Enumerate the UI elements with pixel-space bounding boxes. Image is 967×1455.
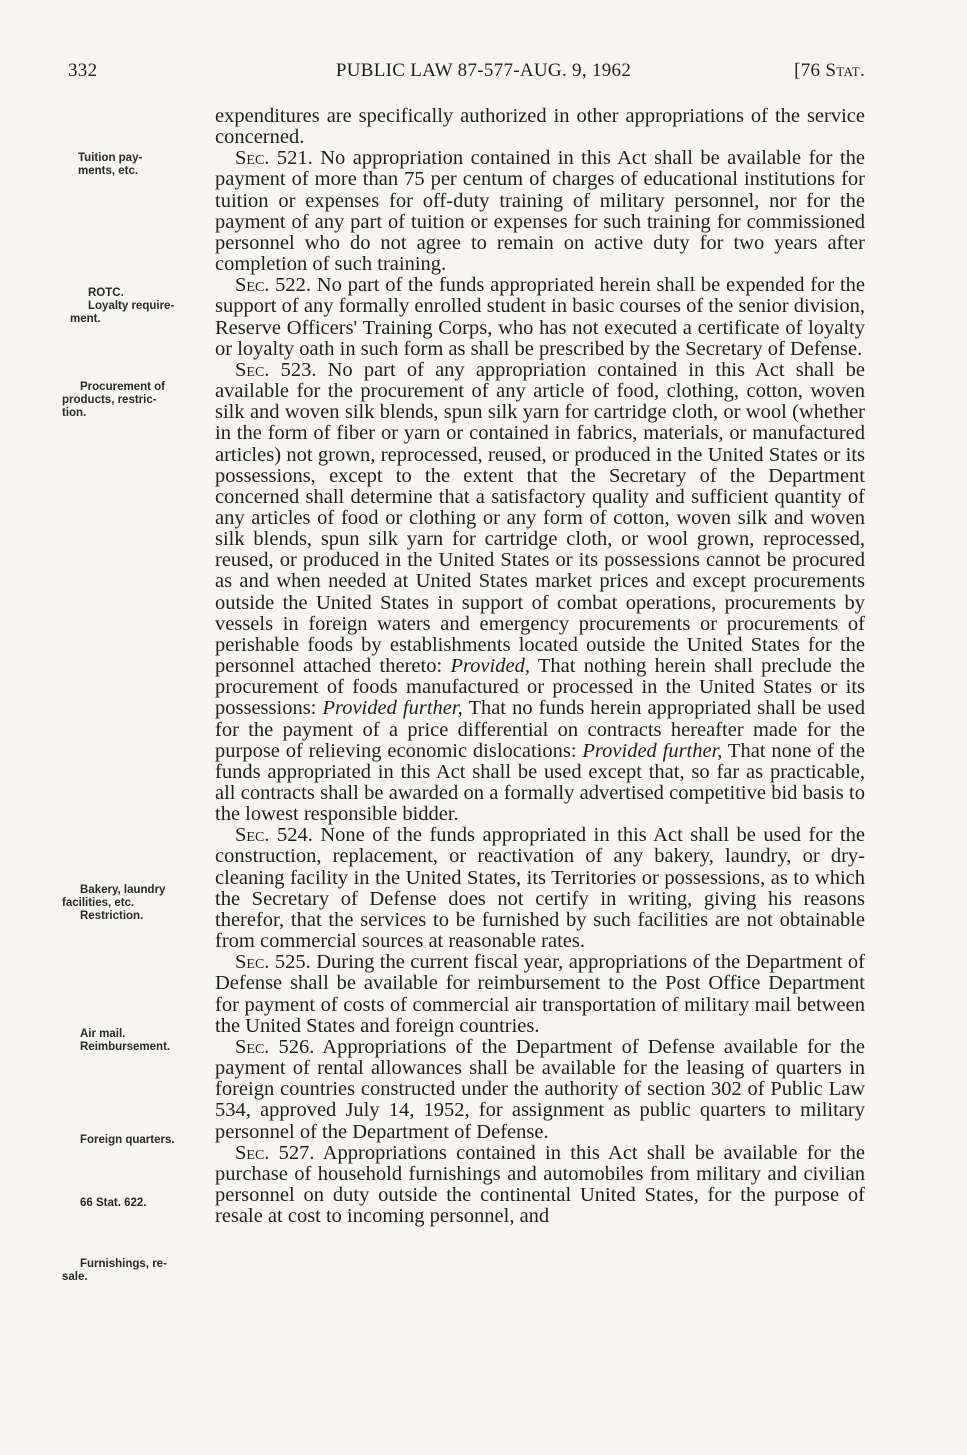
section-number: Sec. 523. bbox=[235, 358, 317, 381]
section-number: Sec. 525. bbox=[235, 951, 311, 974]
section-text: No part of the funds appropriated herein shall be expended for the support of any formally enrolled student in basic courses of the senior division, Reserve Officers' Training Corps, who has not executed a certificate of loyalty or loyalty oath in such form as shall be prescribed by the Secretary of Defense. bbox=[215, 274, 865, 360]
section-number: Sec. 526. bbox=[235, 1035, 315, 1058]
margin-note-airmail: Air mail. Reimbursement. bbox=[80, 1028, 171, 1053]
running-header-title: PUBLIC LAW 87-577-AUG. 9, 1962 bbox=[335, 60, 632, 81]
section-525 bbox=[215, 952, 865, 1037]
section-text: None of the funds appropriated in this Act shall be used for the construction, replacement, or reactivation of any bakery, laundry, or dry-cleaning facility in the United States, its Territories or possessions, as to which the Secretary of Defense does not certify in writing, giving his reasons therefor, that the services to be furnished by such facilities are not obtainable from commercial sources at reasonable rates. bbox=[215, 824, 866, 953]
margin-note-tuition: Tuition pay- ments, etc. bbox=[78, 152, 143, 177]
proviso: Provided further, bbox=[582, 739, 723, 762]
section-text: No appropriation contained in this Act shall be available for the payment of more than 75 per centum of charges of educational institutions for tuition or expenses for off-duty training of military personnel, nor for the payment of any part of tuition or expenses for such training for commissioned personnel who do not agree to remain on active duty for two years after completion of such training. bbox=[215, 147, 865, 276]
section-text: That nothing herein shall preclude the procurement of foods manufactured or processed in the United States or its possessions: bbox=[215, 655, 865, 720]
section-524 bbox=[215, 825, 865, 952]
section-text: During the current fiscal year, appropriations of the Department of Defense shall be available for reimbursement to the Post Office Department for payment of costs of commercial air transportation of military mail between the United States and foreign countries. bbox=[215, 951, 865, 1037]
paragraph-continuation: expenditures are specifically authorized in other appropriations of the service concerned. bbox=[215, 105, 865, 149]
proviso: Provided, bbox=[450, 655, 530, 678]
margin-note-rotc: ROTC. Loyalty require- ment. bbox=[70, 287, 175, 325]
margin-note-foreign-quarters: Foreign quarters. bbox=[80, 1134, 175, 1146]
page-number: 332 bbox=[68, 60, 98, 81]
margin-note-furnishings: Furnishings, re- sale. bbox=[62, 1258, 167, 1283]
proviso: Provided further, bbox=[322, 697, 463, 720]
section-number: Sec. 521. bbox=[235, 147, 313, 170]
section-text: That none of the funds appropriated in this Act shall be used except that, so far as practicable, all contracts shall be awarded on a formally advertised competitive bid basis to the lowest responsible bidder. bbox=[215, 739, 865, 826]
section-523 bbox=[215, 360, 865, 825]
section-527 bbox=[215, 1143, 865, 1228]
section-521 bbox=[215, 148, 865, 275]
statute-body bbox=[215, 106, 865, 1227]
margin-note-procurement: Procurement of products, restric- tion. bbox=[62, 381, 165, 419]
section-text: No part of any appropriation contained in this Act shall be available for the procurement of any article of food, clothing, cotton, woven silk and woven silk blends, spun silk yarn for cartridge cloth, or wool (whether in the form of fiber or yarn or contained in fabrics, materials, or manufactured articles) not grown, reprocessed, reused, or produced in the United States or its possessions, except to the extent that the Secretary of the Department concerned shall determine that a satisfactory quality and sufficient quantity of any articles of food or clothing or any form of cotton, woven silk and woven silk blends, spun silk yarn for cartridge cloth, or wool grown, reprocessed, reused, or produced in the United States or its possessions cannot be procured as and when needed at United States market prices and except procurements outside the United States in support of combat operations, procurements by vessels in foreign waters and emergency procurements or procurements of perishable foods by establishments located outside the United States for the personnel attached thereto: bbox=[215, 358, 865, 678]
section-526 bbox=[215, 1037, 865, 1143]
section-text: That no funds herein appropriated shall be used for the payment of a price differential on contracts hereafter made for the purpose of relieving economic dislocations: bbox=[215, 697, 866, 762]
statute-volume: [76 Stat. bbox=[794, 60, 865, 81]
section-text: Appropriations contained in this Act shall be available for the purchase of household furnishings and automobiles from military and civilian personnel on duty outside the continental United States, for the purpose of resale at cost to incoming personnel, and bbox=[215, 1141, 865, 1228]
section-text: Appropriations of the Department of Defense available for the payment of rental allowances shall be available for the leasing of quarters in foreign countries constructed under the authority of section 302 of Public Law 534, approved July 14, 1952, for assignment as public quarters to military personnel of the Department of Defense. bbox=[215, 1035, 865, 1143]
margin-note-citation: 66 Stat. 622. bbox=[80, 1197, 147, 1209]
section-number: Sec. 524. bbox=[235, 824, 313, 847]
section-number: Sec. 522. bbox=[235, 274, 312, 297]
section-number: Sec. 527. bbox=[235, 1141, 315, 1164]
section-522 bbox=[215, 275, 865, 360]
margin-note-bakery: Bakery, laundry facilities, etc. Restriction. bbox=[62, 884, 166, 922]
